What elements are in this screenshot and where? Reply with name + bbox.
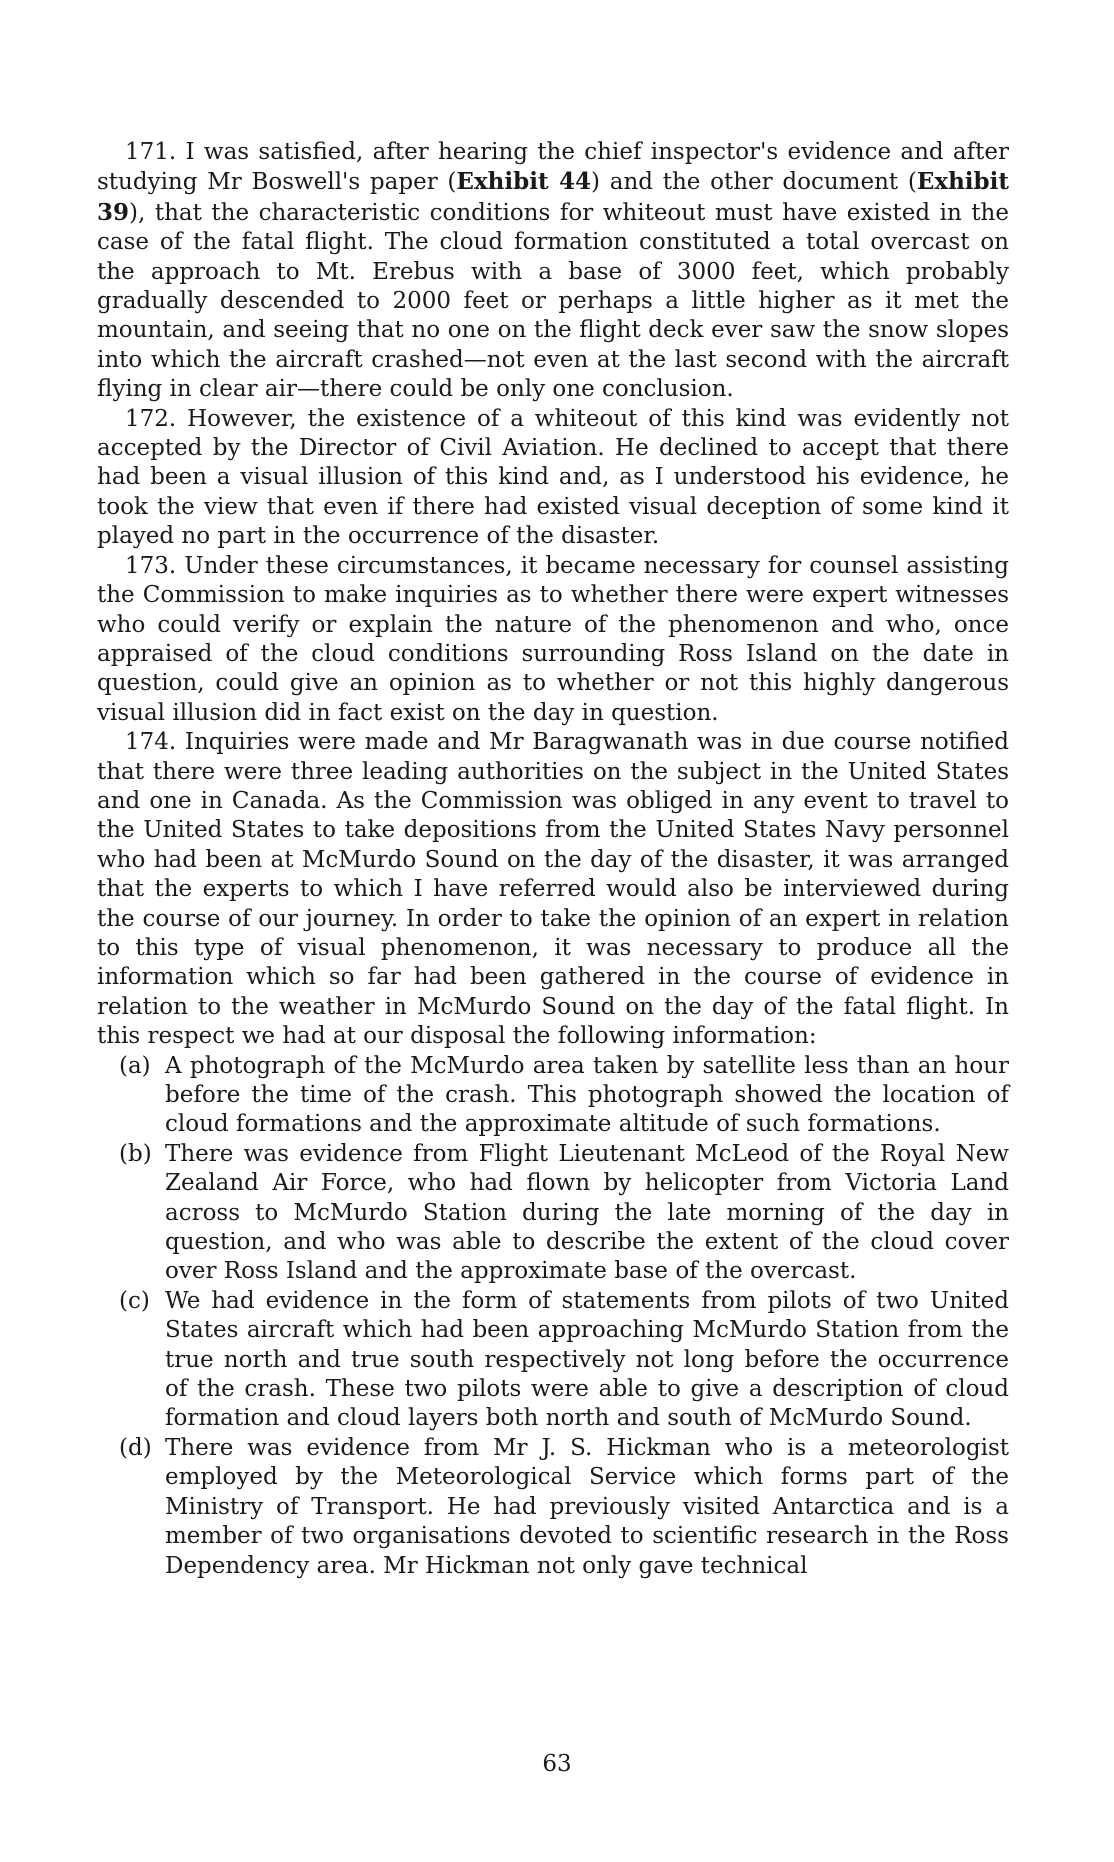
list-item-label: (c): [119, 1287, 150, 1314]
exhibit-44-reference: Exhibit 44: [456, 168, 592, 196]
document-page: [97, 138, 1009, 1581]
paragraph-174: 174. Inquiries were made and Mr Baragwanath was in due course notified that there were three leading authorities on the subject in the United States and one in Canada. As the Commission was obliged in any event to travel to the United States to take depositions from the United States Navy personnel who had been at McMurdo Sound on the day of the disaster, it was arranged that the experts to which I have referred would also be interviewed during the course of our journey. In order to take the opinion of an expert in relation to this type of visual phenomenon, it was necessary to produce all the information which so far had been gathered in the course of evidence in relation to the weather in McMurdo Sound on the day of the fatal flight. In this respect we had at our disposal the following information:: [97, 729, 1009, 1050]
list-item-label: (b): [119, 1140, 152, 1167]
paragraph-171-text-c: ), that the characteristic conditions for whiteout must have existed in the case of the fatal flight. The cloud formation constituted a total overcast on the approach to Mt. Erebus with a base of 3000 feet, which probably gradually descended to 2000 feet or perhaps a little higher as it met the mountain, and seeing that no one on the flight deck ever saw the snow slopes into which the aircraft crashed—not even at the last second with the aircraft flying in clear air—there could be only one conclusion.: [97, 199, 1009, 403]
list-item-c: [97, 1287, 1009, 1434]
list-item-label: (a): [119, 1052, 151, 1079]
list-item-label: (d): [119, 1434, 152, 1461]
list-item-text: A photograph of the McMurdo area taken by satellite less than an hour before the time of the crash. This photograph showed the location of cloud formations and the approximate altitude of such formations.: [165, 1052, 1009, 1138]
paragraph-172: 172. However, the existence of a whiteout of this kind was evidently not accepted by the Director of Civil Aviation. He declined to accept that there had been a visual illusion of this kind and, as I understood his evidence, he took the view that even if there had existed visual deception of some kind it played no part in the occurrence of the disaster.: [97, 405, 1009, 550]
paragraph-171-text-a: 171. I was satisfied, after hearing the chief inspector's evidence and after studying Mr Boswell's paper (: [97, 139, 1009, 196]
list-item-text: There was evidence from Mr J. S. Hickman who is a meteorologist employed by the Meteorological Service which forms part of the Ministry of Transport. He had previously visited Antarctica and is a member of two organisations devoted to scientific research in the Ross Dependency area. Mr Hickman not only gave technical: [165, 1434, 1009, 1579]
paragraph-171: [97, 138, 1009, 405]
information-list: [97, 1052, 1009, 1581]
list-item-b: [97, 1140, 1009, 1287]
paragraph-171-text-b: ) and the other document (: [591, 169, 917, 196]
list-item-text: There was evidence from Flight Lieutenant McLeod of the Royal New Zealand Air Force, who had flown by helicopter from Victoria Land across to McMurdo Station during the late morning of the day in question, and who was able to describe the extent of the cloud cover over Ross Island and the approximate base of the overcast.: [165, 1140, 1009, 1285]
list-item-d: [97, 1434, 1009, 1581]
paragraph-173: 173. Under these circumstances, it became necessary for counsel assisting the Commission to make inquiries as to whether there were expert witnesses who could verify or explain the nature of the phenomenon and who, once appraised of the cloud conditions surrounding Ross Island on the date in question, could give an opinion as to whether or not this highly dangerous visual illusion did in fact exist on the day in question.: [97, 552, 1009, 726]
page-number: 63: [542, 1751, 572, 1777]
list-item-text: We had evidence in the form of statements from pilots of two United States aircraft which had been approaching McMurdo Station from the true north and true south respectively not long before the occurrence of the crash. These two pilots were able to give a description of cloud formation and cloud layers both north and south of McMurdo Sound.: [165, 1287, 1009, 1432]
exhibit-39-reference: Exhibit 39: [97, 168, 1009, 226]
list-item-a: [97, 1052, 1009, 1140]
